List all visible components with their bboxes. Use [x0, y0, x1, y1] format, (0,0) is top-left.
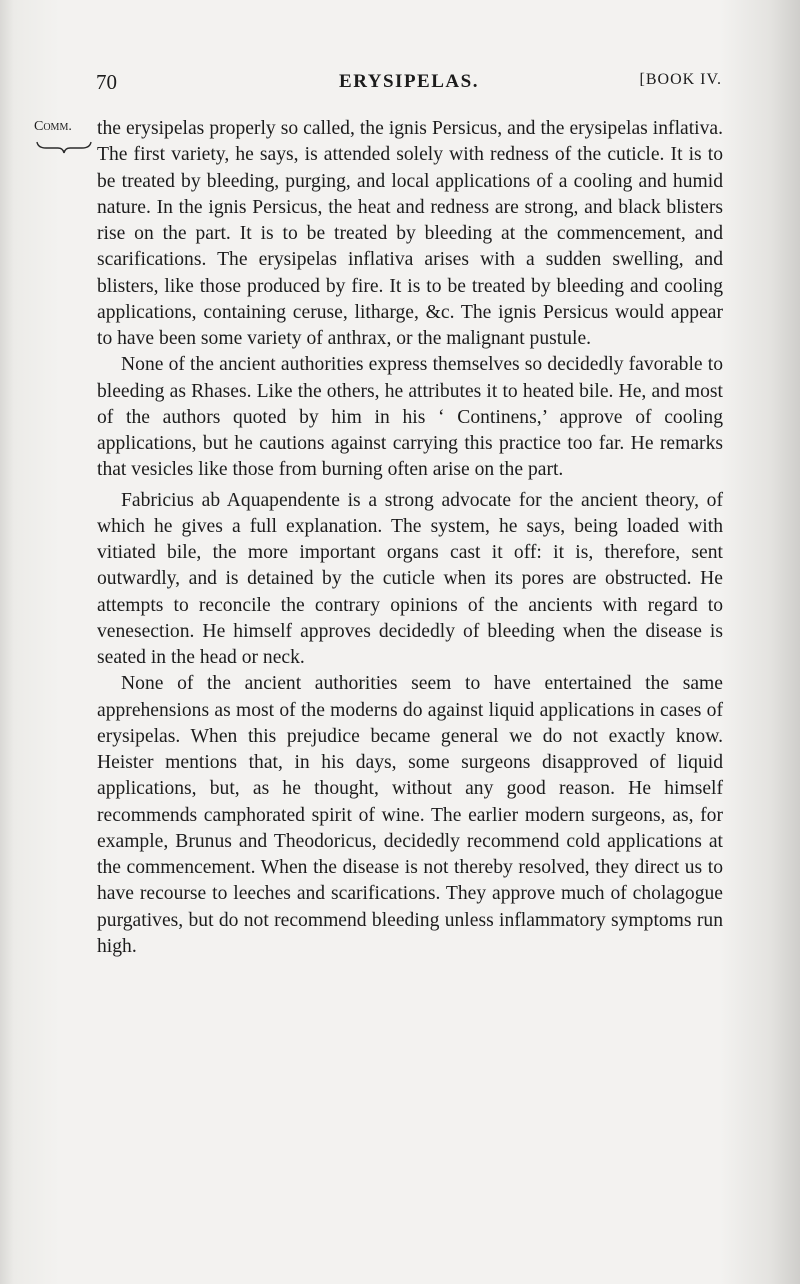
book-reference	[640, 71, 722, 89]
paragraph-4: None of the ancient authorities seem to have entertained the same apprehensions as most of the moderns do against liquid applications in cases of erysipelas. When this prejudice became general we do not exactly know. Heister mentions that, in his days, some surgeons disapproved of liquid applications, but, as he thought, without any good reason. He himself recommends camphorated spirit of wine. The earlier modern surgeons, as, for example, Brunus and Theodoricus, decidedly recommend cold applications at the commencement. When the disease is not thereby resolved, they direct us to have recourse to leeches and scarifications. They approve much of cholagogue purgatives, but do not recommend bleeding unless inflammatory symptoms run high.	[97, 673, 723, 957]
running-header	[96, 70, 722, 100]
page-number: 70	[96, 70, 117, 94]
margin-brace-icon	[36, 140, 92, 154]
margin-note-comm: Comm.	[34, 119, 72, 134]
book-reference-bracket: [	[639, 71, 646, 88]
book-reference-text: BOOK IV.	[645, 71, 722, 88]
paragraph-1: the erysipelas properly so called, the ignis Persicus, and the erysipelas inflativa. The first variety, he says, is attended solely with redness of the cuticle. It is to be treated by bleeding, purging, and local applications of a cooling and humid nature. In the ignis Persicus, the heat and redness are strong, and black blisters rise on the part. It is to be treated by bleeding at the commencement, and scarifications. The erysipelas inflativa arises with a sudden swelling, and blisters, like those produced by fire. It is to be treated by bleeding and cooling applications, containing ceruse, litharge, &c. The ignis Persicus would appear to have been some variety of anthrax, or the malignant pustule.	[97, 118, 723, 349]
paragraph-2: None of the ancient authorities express themselves so decidedly favorable to bleeding as Rhases. Like the others, he attributes it to heated bile. He, and most of the authors quoted by him in his ‘ Continens,’ approve of cooling applications, but he cautions against carrying this practice too far. He remarks that vesicles like those from burning often arise on the part.	[97, 354, 723, 481]
paragraph-3: Fabricius ab Aquapendente is a strong advocate for the ancient theory, of which he gives a full explanation. The system, he says, being loaded with vitiated bile, the more important organs cast it off: it is, therefore, sent outwardly, and is detained by the cuticle when its pores are obstructed. He attempts to reconcile the contrary opinions of the ancients with regard to venesection. He himself approves decidedly of bleeding when the disease is seated in the head or neck.	[97, 489, 723, 668]
running-title: ERYSIPELAS.	[339, 71, 479, 92]
body-text	[97, 116, 723, 960]
